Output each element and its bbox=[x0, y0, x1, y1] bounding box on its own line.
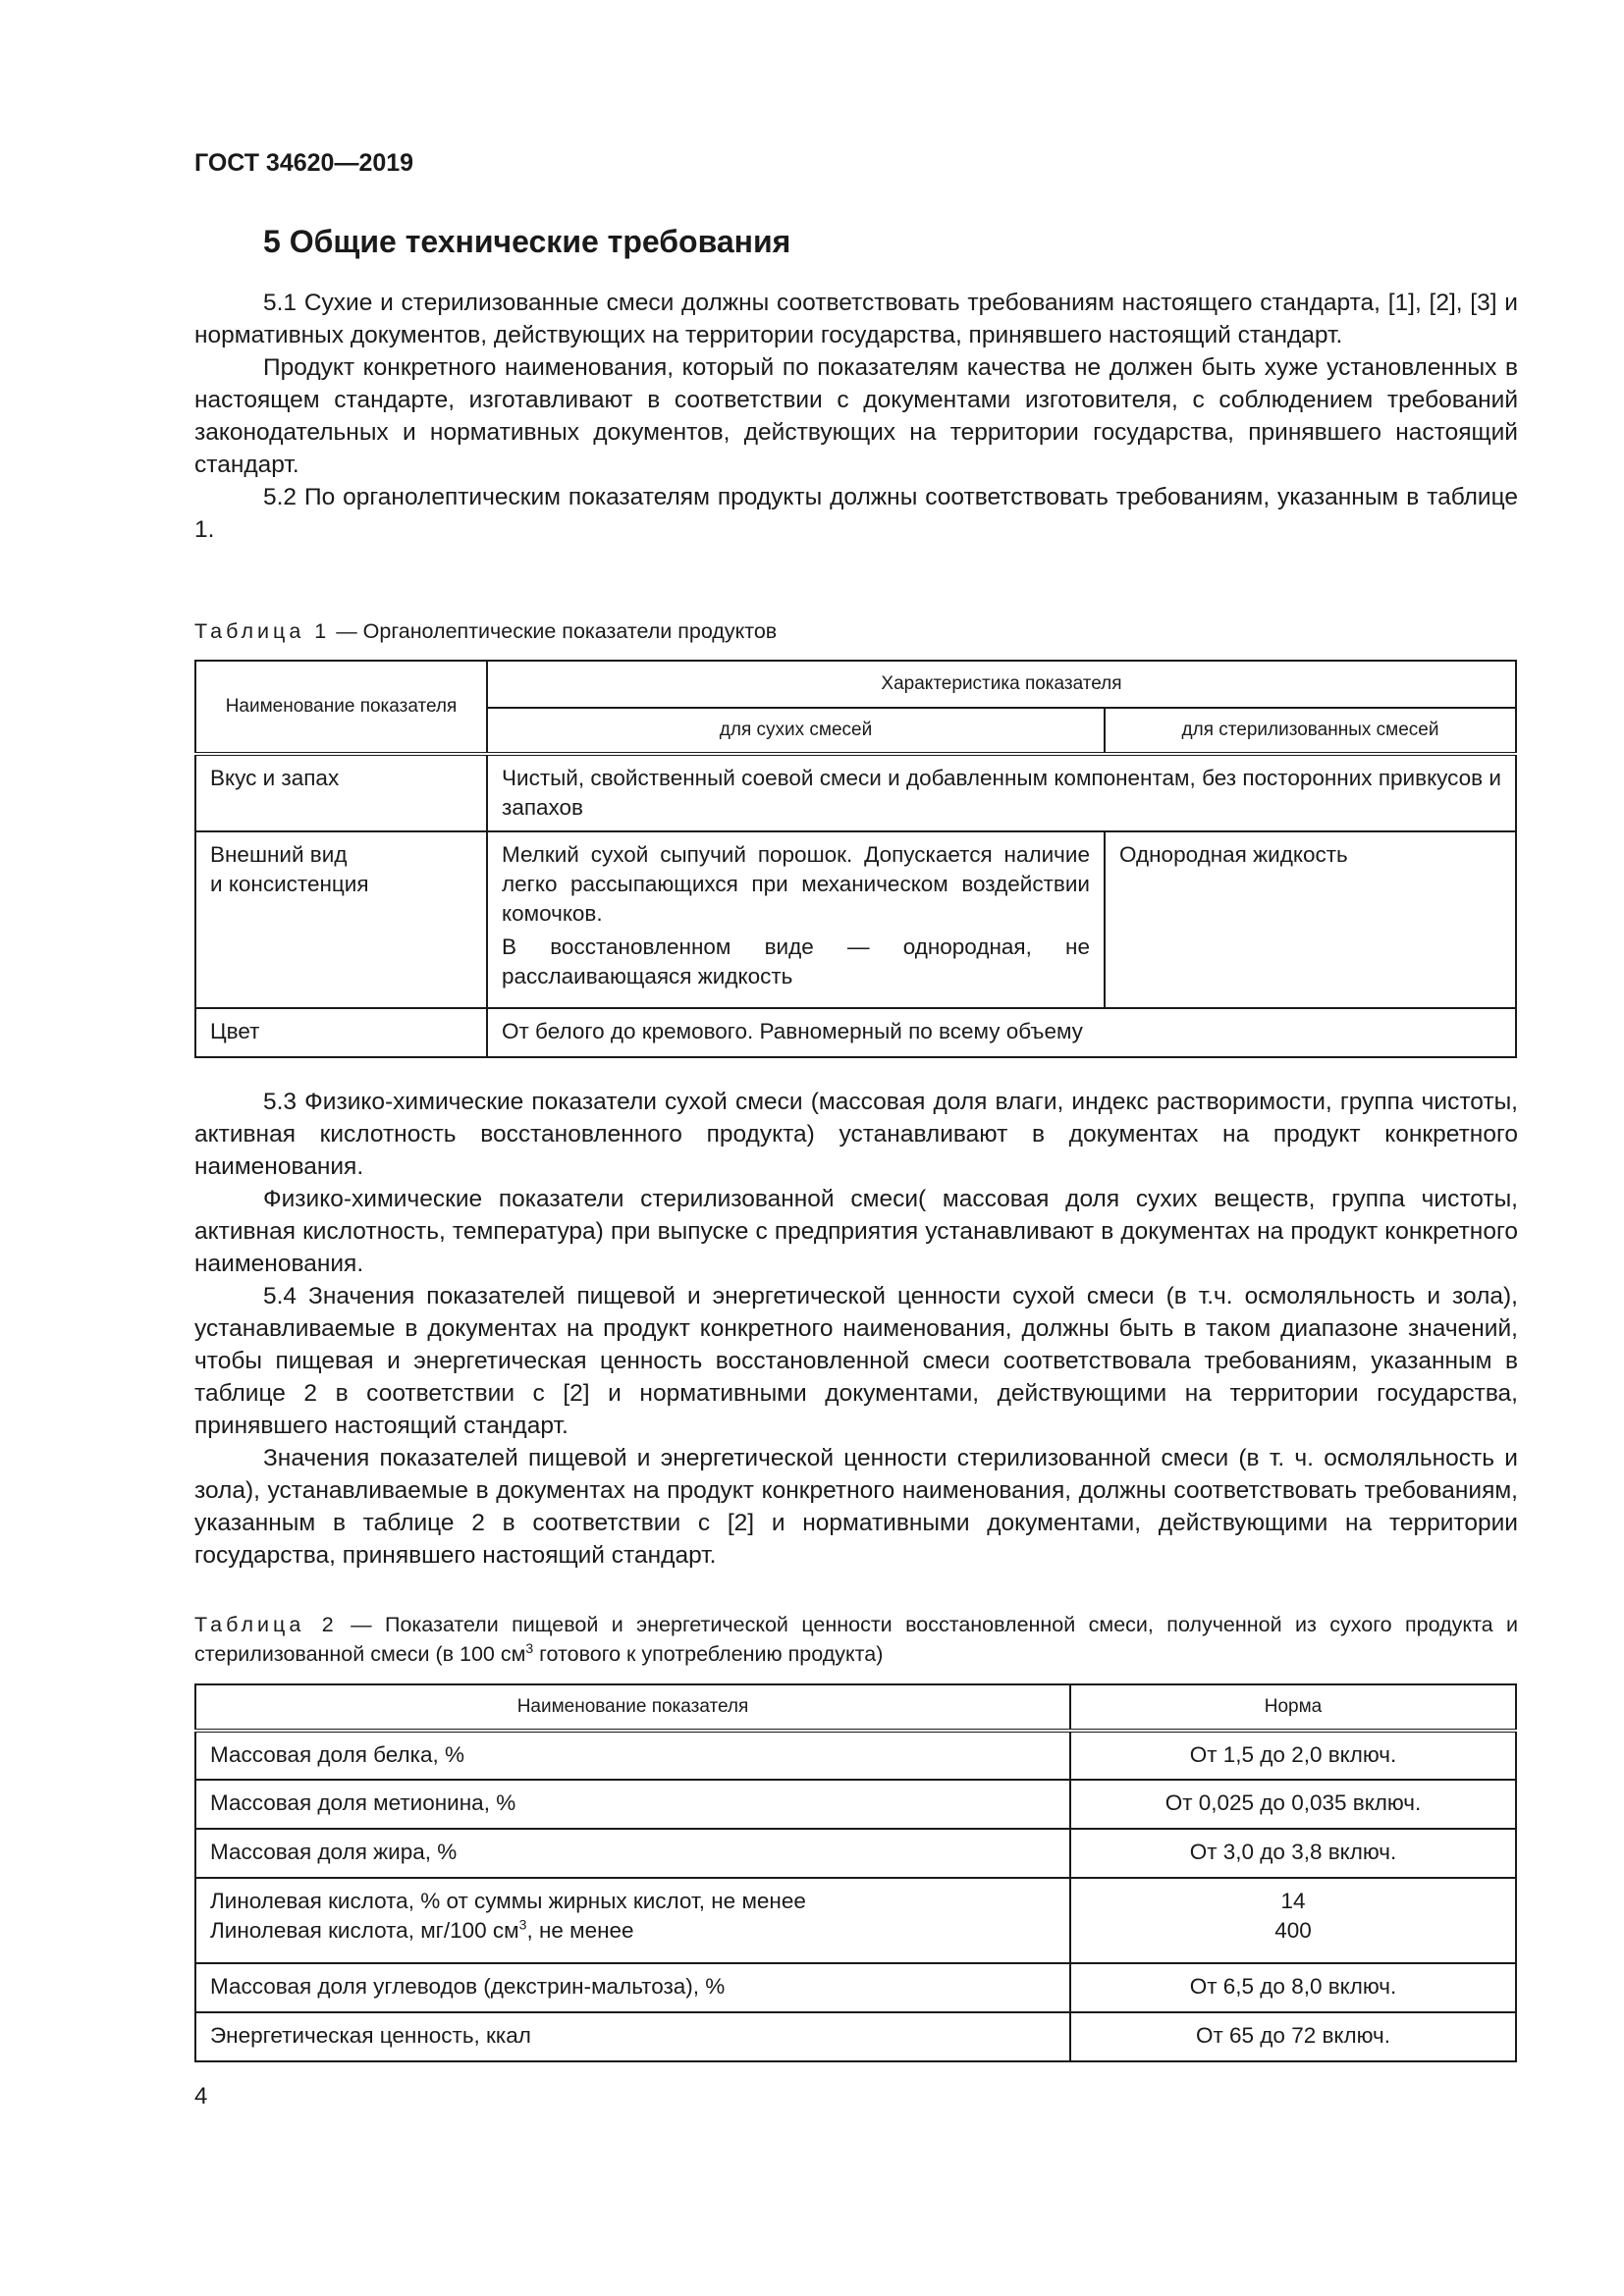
table1-header-dry: для сухих смесей bbox=[487, 708, 1105, 754]
cell-name: Массовая доля белка, % bbox=[195, 1731, 1070, 1780]
paragraph-5-3: 5.3 Физико-химические показатели сухой смеси (массовая доля влаги, индекс растворимости, группа чистоты, активная кислотность восстановленного продукта) устанавливают в документах на продукт конкретного наименования. bbox=[194, 1089, 1518, 1180]
section-title: 5 Общие технические требования bbox=[263, 224, 791, 259]
paragraph-5-4: 5.4 Значения показателей пищевой и энергетической ценности сухой смеси (в т.ч. осмоляльность и зола), устанавливаемые в документах на продукт конкретного наименования, должны быть в таком диапазоне значений, чтобы пищевая и энергетическая ценность восстановленной смеси соответствовала требованиям, указанным в таблице 2 в соответствии с [2] и нормативными документами, действующими на территории государства, принявшего настоящий стандарт. bbox=[194, 1283, 1518, 1439]
cell-name: Массовая доля метионина, % bbox=[195, 1780, 1070, 1829]
table1-header-characteristic: Характеристика показателя bbox=[487, 661, 1516, 708]
table-row bbox=[195, 1963, 1516, 2012]
cell-text-part: , не менее bbox=[526, 1918, 634, 1943]
table-row bbox=[195, 1780, 1516, 1829]
table2-caption-text: — Показатели пищевой и энергетической ценности восстановленной смеси, полученной из сухого продукта и стерилизованной смеси (в 100 см bbox=[194, 1613, 1518, 1666]
table2-caption bbox=[194, 1610, 1518, 1669]
cell-name-line: Внешний вид bbox=[210, 842, 348, 867]
cell-norm: От 6,5 до 8,0 включ. bbox=[1070, 1963, 1516, 2012]
cell-name: Массовая доля углеводов (декстрин-мальтоза), % bbox=[195, 1963, 1070, 2012]
table-row bbox=[195, 1878, 1516, 1963]
cell-text: 14 bbox=[1280, 1889, 1306, 1913]
cell-norm: От 0,025 до 0,035 включ. bbox=[1070, 1780, 1516, 1829]
cell-text: 400 bbox=[1274, 1918, 1312, 1943]
cell-value: Чистый, свойственный соевой смеси и добавленным компонентам, без посторонних привкусов и запахов bbox=[487, 754, 1516, 831]
cell-text: В восстановленном виде — однородная, не расслаивающаяся жидкость bbox=[502, 934, 1090, 988]
table-row bbox=[195, 831, 1516, 1008]
cell-norm: От 3,0 до 3,8 включ. bbox=[1070, 1829, 1516, 1878]
cell-name bbox=[195, 1878, 1070, 1963]
cell-text: Мелкий сухой сыпучий порошок. Допускается наличие легко рассыпающихся при механическом воздействии комочков. bbox=[502, 842, 1090, 926]
table1-caption-label: Таблица 1 bbox=[194, 619, 331, 643]
cell-name: Массовая доля жира, % bbox=[195, 1829, 1070, 1878]
table1-header-sterilized: для стерилизованных смесей bbox=[1105, 708, 1516, 754]
paragraph: Значения показателей пищевой и энергетической ценности стерилизованной смеси (в т. ч. осмоляльность и зола), устанавливаемые в документах на продукт конкретного наименования, должны соответствовать требованиям, указанным в таблице 2 в соответствии с [2] и нормативными документами, действующими на территории государства, принявшего настоящий стандарт. bbox=[194, 1445, 1518, 1569]
paragraphs-top bbox=[194, 287, 1518, 546]
paragraph: Продукт конкретного наименования, который по показателям качества не должен быть хуже установленных в настоящем стандарте, изготавливают в соответствии с документами изготовителя, с соблюдением требований законодательных и нормативных документов, действующих на территории государства, принявшего настоящий стандарт. bbox=[194, 354, 1518, 478]
cell-name: Энергетическая ценность, ккал bbox=[195, 2012, 1070, 2061]
table-row bbox=[195, 754, 1516, 831]
cell-text-part: Линолевая кислота, мг/100 см bbox=[210, 1918, 519, 1943]
paragraph-5-1: 5.1 Сухие и стерилизованные смеси должны соответствовать требованиям настоящего стандарта, [1], [2], [3] и нормативных документов, действующих на территории государства, принявшего настоящий стандарт. bbox=[194, 290, 1518, 348]
cell-dry bbox=[487, 831, 1105, 1008]
paragraphs-mid bbox=[194, 1086, 1518, 1572]
table-row bbox=[195, 1829, 1516, 1878]
paragraph: Физико-химические показатели стерилизованной смеси( массовая доля сухих веществ, группа чистоты, активная кислотность, температура) при выпуске с предприятия устанавливают в документах на продукт конкретного наименования. bbox=[194, 1186, 1518, 1277]
table-2 bbox=[194, 1683, 1517, 2062]
table-1 bbox=[194, 660, 1517, 1058]
page-number: 4 bbox=[194, 2083, 208, 2109]
cell-name: Вкус и запах bbox=[195, 754, 487, 831]
table-row bbox=[195, 2012, 1516, 2061]
table1-header-name: Наименование показателя bbox=[195, 661, 487, 754]
cell-value: От белого до кремового. Равномерный по всему объему bbox=[487, 1008, 1516, 1057]
table1-caption-text: — Органолептические показатели продуктов bbox=[330, 619, 778, 643]
cell-name: Цвет bbox=[195, 1008, 487, 1057]
cell-text: Линолевая кислота, % от суммы жирных кислот, не менее bbox=[210, 1889, 806, 1913]
superscript: 3 bbox=[525, 1639, 534, 1656]
superscript: 3 bbox=[518, 1916, 527, 1933]
cell-norm bbox=[1070, 1878, 1516, 1963]
table-row bbox=[195, 1731, 1516, 1780]
table2-header-name: Наименование показателя bbox=[195, 1684, 1070, 1731]
cell-text bbox=[210, 1916, 1056, 1946]
cell-norm: От 65 до 72 включ. bbox=[1070, 2012, 1516, 2061]
table1-caption bbox=[194, 616, 1518, 646]
table2-caption-text: готового к употреблению продукта) bbox=[533, 1642, 884, 1666]
document-header: ГОСТ 34620—2019 bbox=[194, 149, 414, 177]
table2-caption-label: Таблица 2 bbox=[194, 1613, 338, 1636]
cell-name bbox=[195, 831, 487, 1008]
cell-sterilized: Однородная жидкость bbox=[1105, 831, 1516, 1008]
paragraph-5-2: 5.2 По органолептическим показателям продукты должны соответствовать требованиям, указанным в таблице 1. bbox=[194, 484, 1518, 543]
cell-norm: От 1,5 до 2,0 включ. bbox=[1070, 1731, 1516, 1780]
table-row bbox=[195, 1008, 1516, 1057]
table2-header-norm: Норма bbox=[1070, 1684, 1516, 1731]
cell-name-line: и консистенция bbox=[210, 872, 369, 896]
